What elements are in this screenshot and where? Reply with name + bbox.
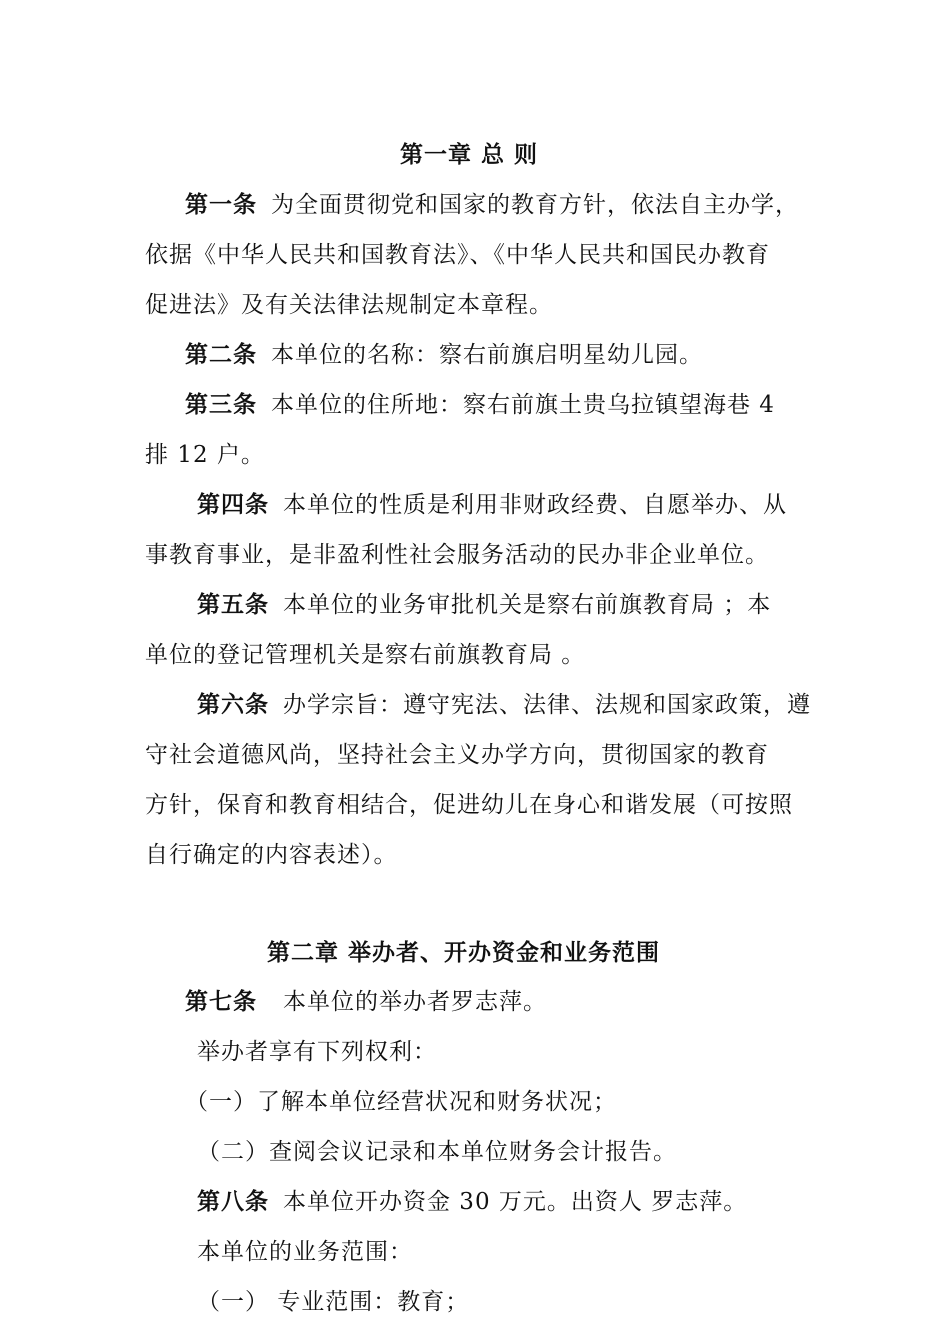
article-3-line-2: 排 12 户。: [145, 442, 265, 468]
chapter-2-title: 第二章 举办者、开办资金和业务范围: [267, 939, 661, 966]
article-8-line-3: （一） 专业范围：教育；: [197, 1289, 470, 1315]
article-2-text-1: 本单位的名称：察右前旗启明星幼儿园。: [271, 342, 703, 368]
article-5-line-1: [197, 590, 771, 620]
article-6-text-1: 办学宗旨：遵守宪法、法律、法规和国家政策，遵: [283, 692, 811, 718]
article-1-text-1: 为全面贯彻党和国家的教育方针，依法自主办学，: [271, 192, 799, 218]
article-7-text-1: 本单位的举办者罗志萍。: [283, 989, 547, 1015]
article-7-label: 第七条: [185, 988, 257, 1015]
article-6-label: 第六条: [197, 691, 269, 718]
article-3-text-1: 本单位的住所地：察右前旗土贵乌拉镇望海巷 4: [271, 392, 775, 418]
article-3-label: 第三条: [185, 391, 257, 418]
article-1-label: 第一条: [185, 191, 257, 218]
article-7-line-2: 举办者享有下列权利：: [197, 1039, 437, 1065]
article-8-text-1: 本单位开办资金 30 万元。出资人 罗志萍。: [283, 1189, 748, 1215]
article-7-line-4: （二）查阅会议记录和本单位财务会计报告。: [197, 1139, 677, 1165]
article-2-label: 第二条: [185, 341, 257, 368]
article-8-line-1: [197, 1187, 747, 1217]
article-4-label: 第四条: [197, 491, 269, 518]
article-4-text-1: 本单位的性质是利用非财政经费、自愿举办、从: [283, 492, 787, 518]
article-4-line-1: [197, 490, 787, 520]
article-1-line-3: 促进法》及有关法律法规制定本章程。: [145, 292, 553, 318]
article-6-line-4: 自行确定的内容表述）。: [145, 842, 398, 868]
article-8-label: 第八条: [197, 1188, 269, 1215]
article-7-line-3: （一）了解本单位经营状况和财务状况；: [185, 1089, 617, 1115]
article-3-line-1: [185, 390, 775, 420]
article-7-line-1: [185, 987, 547, 1017]
article-6-line-2: 守社会道德风尚，坚持社会主义办学方向，贯彻国家的教育: [145, 742, 769, 768]
article-6-line-3: 方针，保育和教育相结合，促进幼儿在身心和谐发展（可按照: [145, 792, 793, 818]
article-5-label: 第五条: [197, 591, 269, 618]
article-4-line-2: 事教育事业，是非盈利性社会服务活动的民办非企业单位。: [145, 542, 769, 568]
chapter-1-title: 第一章 总 则: [400, 141, 539, 168]
article-6-line-1: [197, 690, 811, 720]
article-5-line-2: 单位的登记管理机关是察右前旗教育局 。: [145, 642, 586, 668]
article-1-line-2: 依据《中华人民共和国教育法》、《中华人民共和国民办教育: [145, 242, 770, 268]
article-5-text-1: 本单位的业务审批机关是察右前旗教育局 ；本: [283, 592, 772, 618]
article-2-line-1: [185, 340, 703, 370]
article-8-line-2: 本单位的业务范围：: [197, 1239, 413, 1265]
article-1-line-1: [185, 190, 799, 220]
